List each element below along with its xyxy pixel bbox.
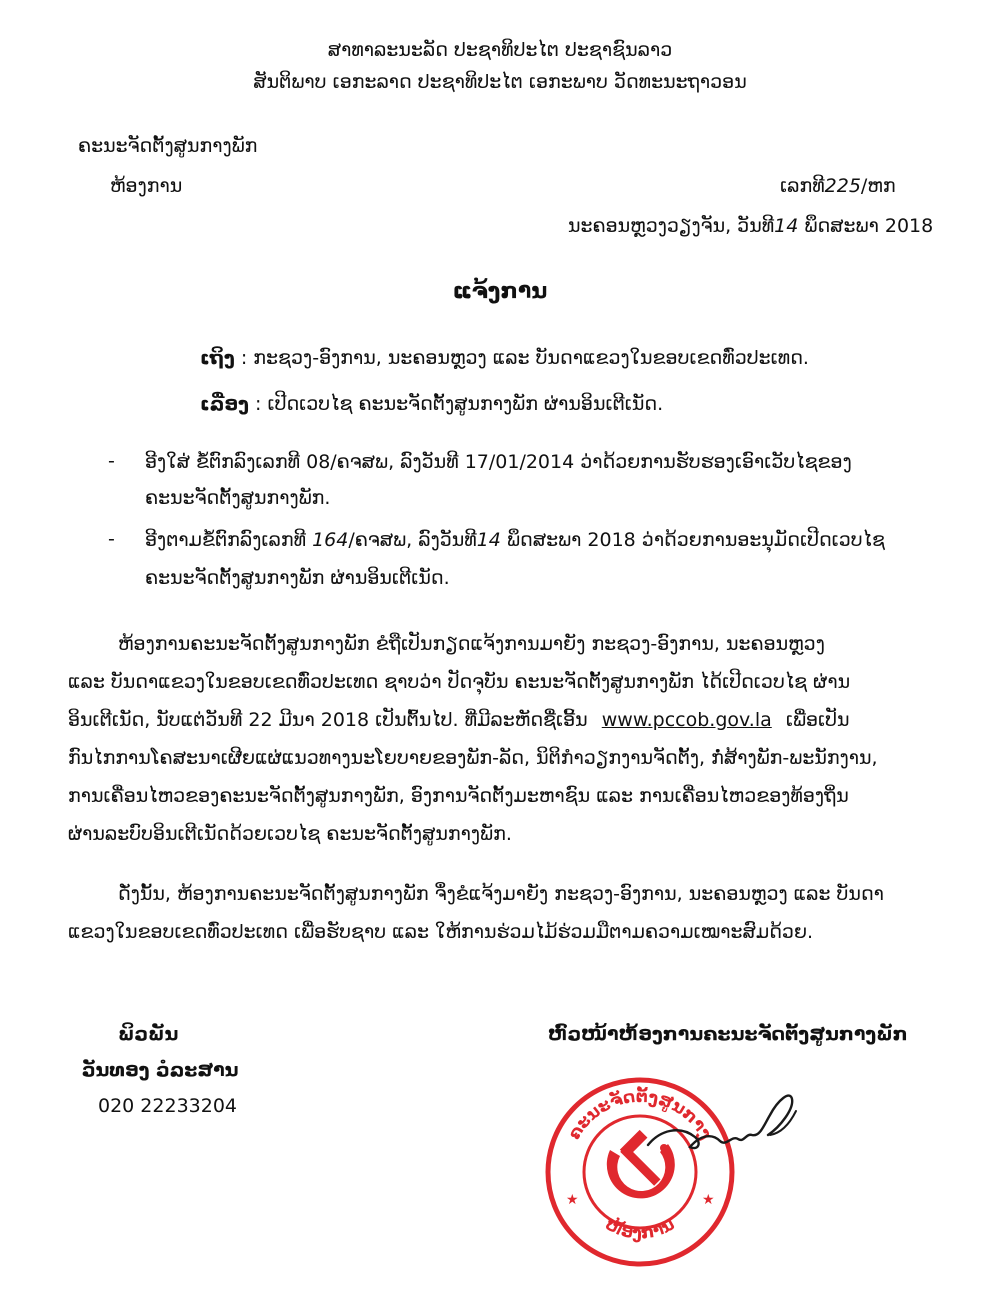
reference-number-handwritten: 225 xyxy=(824,175,861,197)
recipient-label: ເຖິງ xyxy=(200,347,235,369)
bullet-1-line1: ອີງໃສ່ ຂໍ້ຕົກລົງເລກທີ 08/ຄຈສພ, ລົງວັນທີ 17/01/2014 ວ່າດ້ວຍການຮັບຮອງເອົາເວັບໄຊຂອງ xyxy=(145,451,852,473)
stamp-star-icon: ★ xyxy=(702,1192,715,1208)
bullet-2-line1 xyxy=(145,528,885,552)
paragraph2-line1: ດັ່ງນັ້ນ, ຫ້ອງການຄະນະຈັດຕັ້ງສູນກາງພັກ ຈຶ່ງຂໍແຈ້ງມາຍັງ ກະຊວງ-ອົງການ, ນະຄອນຫຼວງ ແລະ ບັນດາ xyxy=(118,883,884,905)
paragraph1-line5: ການເຄື່ອນໄຫວຂອງຄະນະຈັດຕັ້ງສູນກາງພັກ, ອົງການຈັດຕັ້ງມະຫາຊົນ ແລະ ການເຄື່ອນໄຫວຂອງທ້ອງຖິ່ນ xyxy=(68,785,849,807)
contact-name: ວັນທອງ ວໍລະສານ xyxy=(82,1059,239,1081)
contact-phone: 020 22233204 xyxy=(98,1095,238,1117)
bullet-2-text-b: /ຄຈສພ, ລົງວັນທີ xyxy=(348,529,477,551)
paragraph1-line3 xyxy=(68,708,850,732)
bullet-2-text-a: ອີງຕາມຂໍ້ຕົກລົງເລກທີ xyxy=(145,529,313,551)
reference-suffix: /ຫກ xyxy=(860,175,896,197)
website-link[interactable]: www.pccob.gov.la xyxy=(601,709,772,731)
subject-text: : ເປີດເວບໄຊ ຄະນະຈັດຕັ້ງສູນກາງພັກ ຜ່ານອິນເຕີເນັດ. xyxy=(248,393,664,415)
date-prefix: ນະຄອນຫຼວງວຽງຈັນ, ວັນທີ xyxy=(568,215,775,237)
org-name: ຄະນະຈັດຕັ້ງສູນກາງພັກ xyxy=(78,135,258,157)
subject-label: ເລື່ອງ xyxy=(200,393,249,415)
bullet-2-handwritten-day: 14 xyxy=(476,529,501,551)
national-header-line2: ສັນຕິພາບ ເອກະລາດ ປະຊາທິປະໄຕ ເອກະພາບ ວັດທະນະຖາວອນ xyxy=(253,71,747,93)
bullet-2-text-c: ພຶດສະພາ 2018 ວ່າດ້ວຍການອະນຸມັດເປີດເວບໄຊ xyxy=(500,529,886,551)
bullet-1-line2: ຄະນະຈັດຕັ້ງສູນກາງພັກ. xyxy=(145,487,331,509)
national-header-line1: ສາທາລະນະລັດ ປະຊາທິປະໄຕ ປະຊາຊົນລາວ xyxy=(327,39,673,61)
reference-prefix: ເລກທີ xyxy=(780,175,825,197)
contact-label: ພິວພັນ xyxy=(118,1023,179,1045)
paragraph1-line1: ຫ້ອງການຄະນະຈັດຕັ້ງສູນກາງພັກ ຂໍຖືເປັນກຽດແຈ້ງການມາຍັງ ກະຊວງ-ອົງການ, ນະຄອນຫຼວງ xyxy=(118,633,825,655)
paragraph2-line2: ແຂວງໃນຂອບເຂດທົ່ວປະເທດ ເພື່ອຮັບຊາບ ແລະ ໃຫ້ການຮ່ວມໄມ້ຮ່ວມມືຕາມຄວາມເໝາະສົມດ້ວຍ. xyxy=(68,921,814,943)
recipient-text: : ກະຊວງ-ອົງການ, ນະຄອນຫຼວງ ແລະ ບັນດາແຂວງໃນຂອບເຂດທົ່ວປະເທດ. xyxy=(234,347,809,369)
bullet-2-line2: ຄະນະຈັດຕັ້ງສູນກາງພັກ ຜ່ານອິນເຕີເນັດ. xyxy=(145,567,450,589)
recipient-line xyxy=(200,346,809,370)
subject-line xyxy=(200,392,663,416)
website-after-text: ເພື່ອເປັນ xyxy=(785,709,850,731)
bullet-dash: - xyxy=(108,450,115,472)
reference-number xyxy=(780,174,896,198)
bullet-dash: - xyxy=(108,528,115,550)
signatory-title: ຫົວໜ້າຫ້ອງການຄະນະຈັດຕັ້ງສູນກາງພັກ xyxy=(548,1023,908,1045)
handwritten-signature xyxy=(640,1075,820,1175)
org-office: ຫ້ອງການ xyxy=(110,175,183,197)
date-day-handwritten: 14 xyxy=(774,215,799,237)
date-line xyxy=(568,214,933,238)
document-title: ແຈ້ງການ xyxy=(452,279,548,304)
date-suffix: ພຶດສະພາ 2018 xyxy=(798,215,934,237)
stamp-star-icon: ★ xyxy=(566,1192,579,1208)
paragraph1-line4: ກົນໄກການໂຄສະນາເຜີຍແຜ່ແນວທາງນະໂຍບາຍຂອງພັກ-ລັດ, ນິຕິກຳວຽກງານຈັດຕັ້ງ, ກໍ່ສ້າງພັກ-ພະນັກງານ, xyxy=(68,747,878,769)
paragraph1-line6: ຜ່ານລະບົບອິນເຕີເນັດດ້ວຍເວບໄຊ ຄະນະຈັດຕັ້ງສູນກາງພັກ. xyxy=(68,823,512,845)
bullet-2-handwritten-number: 164 xyxy=(312,529,349,551)
stamp-top-text: ຄະນະຈັດຕັ້ງສູນກາງ xyxy=(564,1086,716,1144)
paragraph1-line3-text: ອິນເຕີເນັດ, ນັບແຕ່ວັນທີ 22 ມີນາ 2018 ເປັນຕົ້ນໄປ. ທີ່ມີລະຫັດຊື່ເອີ້ນ xyxy=(68,709,588,731)
stamp-bottom-text: ຫ້ອງການ xyxy=(601,1214,679,1244)
paragraph1-line2: ແລະ ບັນດາແຂວງໃນຂອບເຂດທົ່ວປະເທດ ຊາບວ່າ ປັດຈຸບັນ ຄະນະຈັດຕັ້ງສູນກາງພັກ ໄດ້ເປີດເວບໄຊ ຜ່ານ xyxy=(68,671,851,693)
